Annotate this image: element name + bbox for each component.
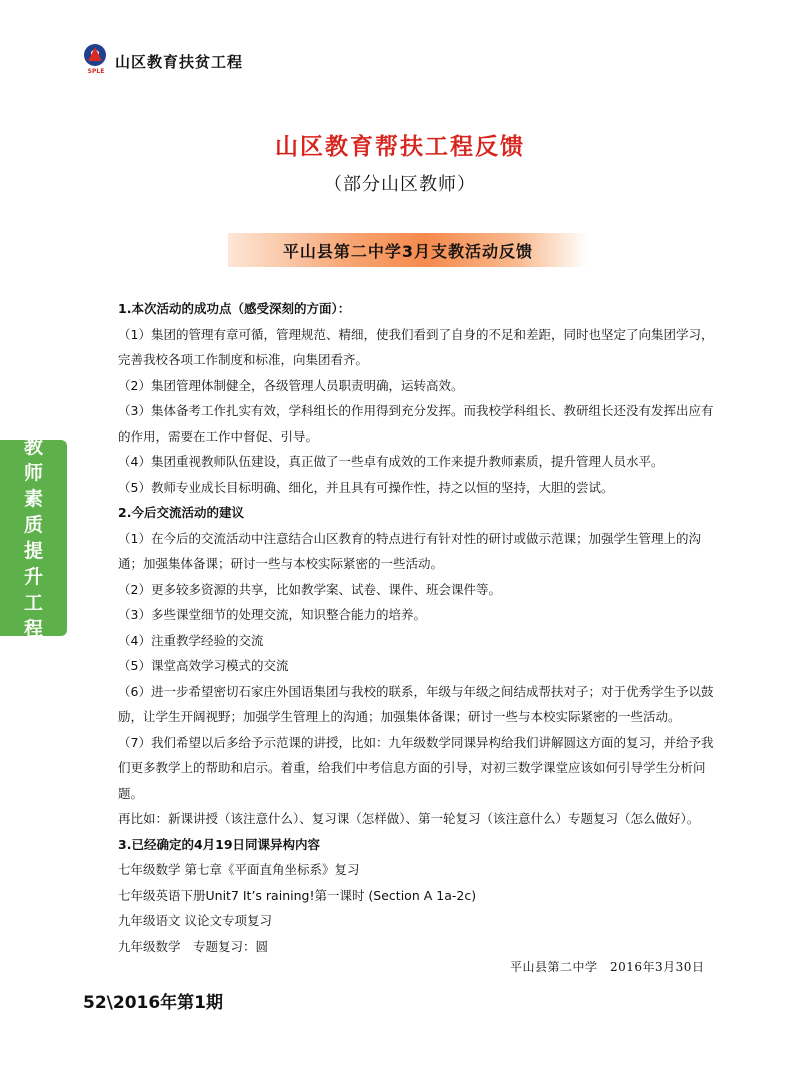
- logo-icon: [83, 44, 109, 78]
- paragraph: （4）注重教学经验的交流: [118, 632, 264, 648]
- paragraph: 七年级数学 第七章《平面直角坐标系》复习: [118, 862, 360, 877]
- paragraph: （5）教师专业成长目标明确、细化，并且具有可操作性，持之以恒的坚持，大胆的尝试。: [118, 479, 614, 495]
- paragraph: （5）课堂高效学习模式的交流: [118, 658, 289, 673]
- side-tab-char: 程: [23, 618, 43, 640]
- section-heading: 3.已经确定的4月19日同课异构内容: [118, 836, 321, 852]
- page-subtitle: （部分山区教师）: [324, 174, 476, 195]
- logo-text: SPLE: [87, 68, 105, 75]
- banner-text: 平山县第二中学3月支教活动反馈: [282, 241, 534, 261]
- page-title: 山区教育帮扶工程反馈: [275, 134, 525, 160]
- side-tab-char: 质: [23, 514, 43, 536]
- section-banner: [228, 233, 588, 267]
- header-title: 山区教育扶贫工程: [115, 52, 244, 71]
- paragraph: 九年级数学 专题复习：圆: [118, 938, 269, 954]
- paragraph: （1）在今后的交流活动中注意结合山区教育的特点进行有针对性的研讨或做示范课；加强学生管理上的沟通；加强集体备课；研讨一些与本校实际紧密的一些活动。: [118, 530, 701, 571]
- side-tab: [0, 436, 67, 640]
- section-heading: 2.今后交流活动的建议: [118, 505, 244, 520]
- article-body: [116, 296, 722, 959]
- paragraph: 九年级语文 议论文专项复习: [118, 913, 272, 928]
- paragraph: （4）集团重视教师队伍建设，真正做了一些卓有成效的工作来提升教师素质，提升管理人员水平。: [118, 454, 664, 469]
- page-number: 52\2016年第1期: [83, 993, 224, 1013]
- section-heading: 1.本次活动的成功点（感受深刻的方面）：: [118, 301, 351, 316]
- paragraph: 再比如：新课讲授（该注意什么）、复习课（怎样做）、第一轮复习（该注意什么）专题复习（怎么做好）。: [118, 811, 700, 826]
- paragraph: （2）更多较多资源的共享，比如教学案、试卷、课件、班会课件等。: [118, 581, 501, 597]
- signature: 平山县第二中学 2016年3月30日: [510, 960, 705, 974]
- paragraph: （6）进一步希望密切石家庄外国语集团与我校的联系，年级与年级之间结成帮扶对子；对于优秀学生予以鼓励，让学生开阔视野；加强学生管理上的沟通；加强集体备课；研讨一些与本校实际紧密的一些活动。: [118, 683, 714, 724]
- paragraph: （1）集团的管理有章可循，管理规范、精细，使我们看到了自身的不足和差距，同时也坚定了向集团学习，完善我校各项工作制度和标准，向集团看齐。: [118, 326, 714, 367]
- side-tab-char: 提: [23, 540, 43, 562]
- side-tab-char: 升: [23, 566, 43, 588]
- side-tab-char: 师: [23, 462, 43, 484]
- paragraph: 七年级英语下册Unit7 It’s raining!第一课时 (Section A 1a-2c): [118, 887, 477, 903]
- side-tab-char: 素: [23, 488, 43, 510]
- paragraph: （3）多些课堂细节的处理交流，知识整合能力的培养。: [118, 607, 426, 622]
- paragraph: （7）我们希望以后多给予示范课的讲授，比如：九年级数学同课异构给我们讲解圆这方面的复习，并给予我们更多教学上的帮助和启示。着重，给我们中考信息方面的引导，对初三数学课堂应该如何引导学生分析问题。: [118, 734, 714, 801]
- side-tab-char: 教: [23, 436, 43, 458]
- paragraph: （2）集团管理体制健全，各级管理人员职责明确，运转高效。: [118, 377, 464, 393]
- side-tab-char: 工: [23, 592, 43, 614]
- paragraph: （3）集体备考工作扎实有效，学科组长的作用得到充分发挥。而我校学科组长、教研组长还没有发挥出应有的作用，需要在工作中督促、引导。: [118, 403, 714, 444]
- page-header: [83, 44, 243, 78]
